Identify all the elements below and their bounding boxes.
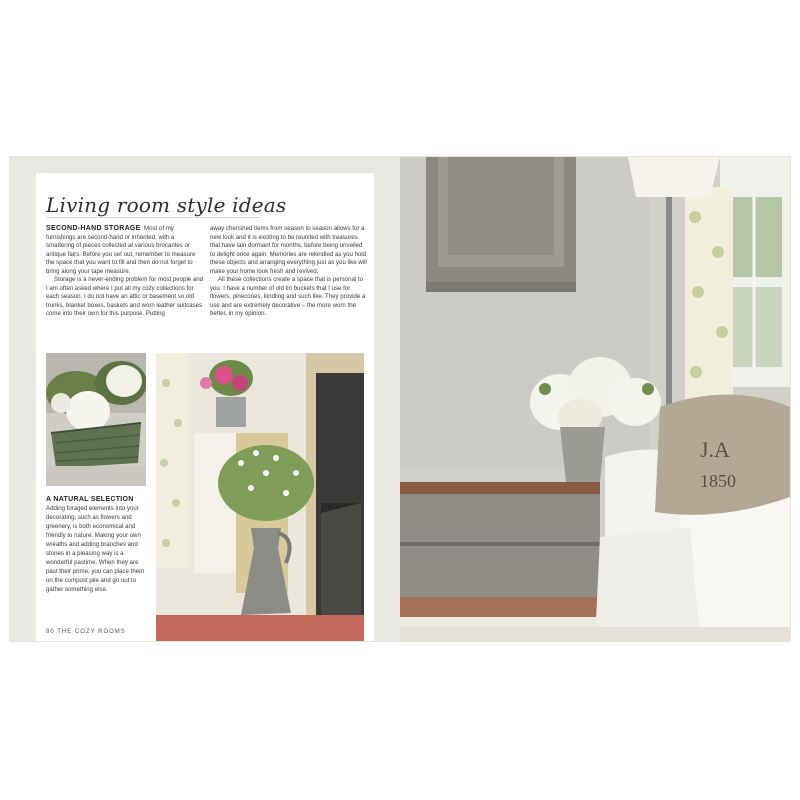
svg-text:1850: 1850 <box>700 471 736 491</box>
paragraph: All these collections create a space that is personal to you. I have a number of old tin buckets that I use for flowers, pinecones, kindling and such like. They provide a use and are extremely decorative – the more worn the better, in my opinion. <box>210 276 366 317</box>
paragraph: Storage is a never-ending problem for most people and I am often asked where I put all my cozy collections for each season. I do not have an attic or basement so old trunks, blanket boxes, baskets and worn leather suitcases come into their own for this purpose. Putting <box>46 276 204 317</box>
page-footer: 80 THE COZY ROOMS <box>46 629 126 635</box>
section-heading-natural: A NATURAL SELECTION <box>46 496 134 503</box>
paragraph: Adding foraged elements into your decorating, such as flowers and greenery, is both economical and friendly to nature. Making your own wreaths and adding branches and stones in a pleasing way is a wonderful pastime. When they are past their prime, you can place them on the compost pile and go out to gather something else. <box>46 505 145 593</box>
text-column-1 <box>46 225 204 355</box>
text-column-2 <box>210 225 368 355</box>
paragraph: away cherished items from season to season allows for a new look and it is exciting to be reunited with treasures that have lain dormant for months, before being unveiled to delight once again. Memories are rekindled as you hold these objects and arranging everything just as you like will make your home look fresh and revived. <box>210 225 367 275</box>
photo-fireplace-jug <box>156 353 364 641</box>
right-page-photo <box>400 157 790 641</box>
left-page <box>10 157 400 641</box>
fireplace-jug-illustration <box>156 353 364 641</box>
page-title: Living room style ideas <box>46 193 287 217</box>
paragraph: Most of my furnishings are second-hand or inherited, with a smattering of pieces collected at various brocantes or antique fairs. Before you set out, remember to measure the space that you want to fill and then do not forget to bring along your tape measure. <box>46 225 196 275</box>
section-heading-storage: SECOND-HAND STORAGE <box>46 225 141 232</box>
hydrangea-basket-illustration <box>46 353 146 486</box>
title-flourish <box>46 217 261 218</box>
pillow-stamp: J.A <box>700 437 730 462</box>
text-section-natural-selection <box>46 495 150 615</box>
book-spread <box>10 157 790 641</box>
living-room-illustration <box>400 157 790 641</box>
photo-hydrangea-basket <box>46 353 146 486</box>
left-page-content <box>36 173 374 641</box>
